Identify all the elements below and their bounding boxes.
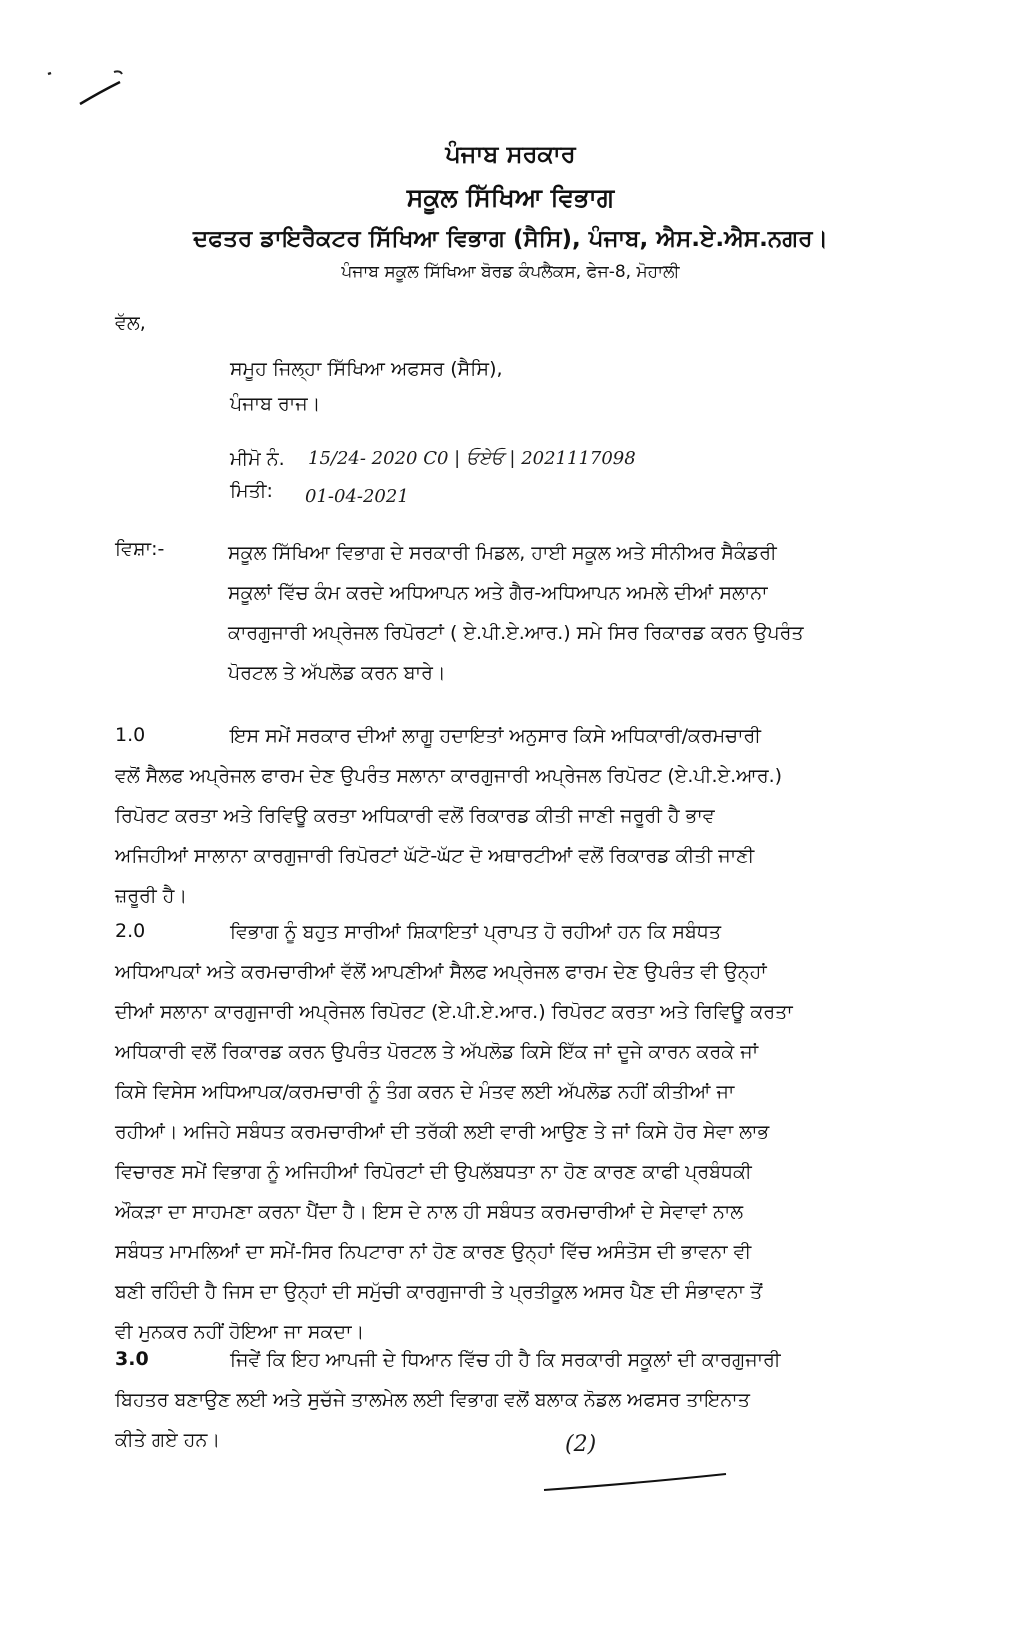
- subject-line: ਕਾਰਗੁਜਾਰੀ ਅਪ੍ਰੇਜਲ ਰਿਪੋਰਟਾਂ ( ਏ.ਪੀ.ਏ.ਆਰ.) ਸਮੇ ਸਿਰ ਰਿਕਾਰਡ ਕਰਨ ਉਪਰੰਤ: [228, 622, 804, 644]
- paragraph-number-1: 1.0: [115, 724, 146, 746]
- paragraph-line: ਅਜਿਹੀਆਂ ਸਾਲਾਨਾ ਕਾਰਗੁਜਾਰੀ ਰਿਪੋਰਟਾਂ ਘੱਟੋ-ਘੱਟ ਦੋ ਅਥਾਰਟੀਆਂ ਵਲੋਂ ਰਿਕਾਰਡ ਕੀਤੀ ਜਾਣੀ: [115, 845, 755, 867]
- paragraph-line: ਬਣੀ ਰਹਿੰਦੀ ਹੈ ਜਿਸ ਦਾ ਉਨ੍ਹਾਂ ਦੀ ਸਮੁੱਚੀ ਕਾਰਗੁਜਾਰੀ ਤੇ ਪ੍ਰਤੀਕੂਲ ਅਸਰ ਪੈਣ ਦੀ ਸੰਭਾਵਨਾ ਤੋਂ: [115, 1281, 763, 1303]
- recipient-line-1: ਸਮੂਹ ਜਿਲ੍ਹਾ ਸਿੱਖਿਆ ਅਫਸਰ (ਸੈਸਿ),: [230, 358, 503, 380]
- paragraph-line: ਜ਼ਰੂਰੀ ਹੈ।: [115, 885, 188, 907]
- memo-date: 01-04-2021: [305, 486, 409, 507]
- memo-number: 15/24- 2020 C0 | ਓਏਓ | 2021117098: [308, 448, 636, 469]
- office-address: ਪੰਜਾਬ ਸਕੂਲ ਸਿੱਖਿਆ ਬੋਰਡ ਕੰਪਲੈਕਸ, ਫੇਜ-8, ਮੋਹਾਲੀ: [341, 262, 680, 282]
- paragraph-line: ਵਿਭਾਗ ਨੂੰ ਬਹੁਤ ਸਾਰੀਆਂ ਸ਼ਿਕਾਇਤਾਂ ਪ੍ਰਾਪਤ ਹੋ ਰਹੀਆਂ ਹਨ ਕਿ ਸਬੰਧਤ: [230, 921, 721, 943]
- department-heading: ਸਕੂਲ ਸਿੱਖਿਆ ਵਿਭਾਗ: [406, 183, 615, 212]
- paragraph-line: ਕਿਸੇ ਵਿਸੇਸ ਅਧਿਆਪਕ/ਕਰਮਚਾਰੀ ਨੂੰ ਤੰਗ ਕਰਨ ਦੇ ਮੰਤਵ ਲਈ ਅੱਪਲੋਡ ਨਹੀਂ ਕੀਤੀਆਂ ਜਾ: [115, 1081, 735, 1103]
- paragraph-line: ਰਿਪੋਰਟ ਕਰਤਾ ਅਤੇ ਰਿਵਿਊ ਕਰਤਾ ਅਧਿਕਾਰੀ ਵਲੋਂ ਰਿਕਾਰਡ ਕੀਤੀ ਜਾਣੀ ਜਰੂਰੀ ਹੈ ਭਾਵ: [115, 805, 715, 827]
- date-label: ਮਿਤੀ:: [230, 480, 273, 502]
- paragraph-line: ਸਬੰਧਤ ਮਾਮਲਿਆਂ ਦਾ ਸਮੇਂ-ਸਿਰ ਨਿਪਟਾਰਾ ਨਾਂ ਹੋਣ ਕਾਰਣ ਉਨ੍ਹਾਂ ਵਿੱਚ ਅਸੰਤੋਸ ਦੀ ਭਾਵਨਾ ਵੀ: [115, 1241, 752, 1263]
- paragraph-2: [115, 912, 857, 1352]
- paragraph-line: ਵਲੋਂ ਸੈਲਫ ਅਪ੍ਰੇਜਲ ਫਾਰਮ ਦੇਣ ਉਪਰੰਤ ਸਲਾਨਾ ਕਾਰਗੁਜਾਰੀ ਅਪ੍ਰੇਜਲ ਰਿਪੋਰਟ (ਏ.ਪੀ.ਏ.ਆਰ.): [115, 765, 783, 787]
- paragraph-line: ਵਿਚਾਰਣ ਸਮੇਂ ਵਿਭਾਗ ਨੂੰ ਅਜਿਹੀਆਂ ਰਿਪੋਰਟਾਂ ਦੀ ਉਪਲੱਬਧਤਾ ਨਾ ਹੋਣ ਕਾਰਣ ਕਾਫੀ ਪ੍ਰਬੰਧਕੀ: [115, 1161, 752, 1183]
- paragraph-number-2: 2.0: [115, 920, 146, 942]
- paragraph-line: ਵੀ ਮੁਨਕਰ ਨਹੀਂ ਹੋਇਆ ਜਾ ਸਕਦਾ।: [115, 1321, 365, 1343]
- paragraph-line: ਅਧਿਕਾਰੀ ਵਲੋਂ ਰਿਕਾਰਡ ਕਰਨ ਉਪਰੰਤ ਪੋਰਟਲ ਤੇ ਅੱਪਲੋਡ ਕਿਸੇ ਇੱਕ ਜਾਂ ਦੂਜੇ ਕਾਰਨ ਕਰਕੇ ਜਾਂ: [115, 1041, 759, 1063]
- paragraph-line: ਦੀਆਂ ਸਲਾਨਾ ਕਾਰਗੁਜਾਰੀ ਅਪ੍ਰੇਜਲ ਰਿਪੋਰਟ (ਏ.ਪੀ.ਏ.ਆਰ.) ਰਿਪੋਰਟ ਕਰਤਾ ਅਤੇ ਰਿਵਿਊ ਕਰਤਾ: [115, 1001, 793, 1023]
- paragraph-line: ਕੀਤੇ ਗਏ ਹਨ।: [115, 1429, 221, 1451]
- memo-label: ਮੀਮੋ ਨੰ.: [230, 448, 285, 470]
- subject-text: [228, 533, 856, 693]
- paragraph-line: ਰਹੀਆਂ। ਅਜਿਹੇ ਸਬੰਧਤ ਕਰਮਚਾਰੀਆਂ ਦੀ ਤਰੱਕੀ ਲਈ ਵਾਰੀ ਆਉਣ ਤੇ ਜਾਂ ਕਿਸੇ ਹੋਰ ਸੇਵਾ ਲਾਭ: [115, 1121, 770, 1143]
- paragraph-line: ਅਧਿਆਪਕਾਂ ਅਤੇ ਕਰਮਚਾਰੀਆਂ ਵੱਲੋਂ ਆਪਣੀਆਂ ਸੈਲਫ ਅਪ੍ਰੇਜਲ ਫਾਰਮ ਦੇਣ ਉਪਰੰਤ ਵੀ ਉਨ੍ਹਾਂ: [115, 961, 767, 983]
- paragraph-line: ਜਿਵੇਂ ਕਿ ਇਹ ਆਪਜੀ ਦੇ ਧਿਆਨ ਵਿੱਚ ਹੀ ਹੈ ਕਿ ਸਰਕਾਰੀ ਸਕੂਲਾਂ ਦੀ ਕਾਰਗੁਜਾਰੀ: [230, 1349, 781, 1371]
- paragraph-1: [115, 716, 857, 916]
- recipient-line-2: ਪੰਜਾਬ ਰਾਜ।: [230, 393, 321, 415]
- paragraph-3: [115, 1340, 857, 1460]
- subject-label: ਵਿਸ਼ਾ:-: [115, 538, 165, 560]
- subject-line: ਸਕੂਲ ਸਿੱਖਿਆ ਵਿਭਾਗ ਦੇ ਸਰਕਾਰੀ ਮਿਡਲ, ਹਾਈ ਸਕੂਲ ਅਤੇ ਸੀਨੀਅਰ ਸੈਕੰਡਰੀ: [228, 542, 777, 564]
- subject-line: ਸਕੂਲਾਂ ਵਿੱਚ ਕੰਮ ਕਰਦੇ ਅਧਿਆਪਨ ਅਤੇ ਗੈਰ-ਅਧਿਆਪਨ ਅਮਲੇ ਦੀਆਂ ਸਲਾਨਾ: [228, 582, 768, 604]
- paragraph-number-3: 3.0: [115, 1348, 149, 1370]
- subject-line: ਪੋਰਟਲ ਤੇ ਅੱਪਲੋਡ ਕਰਨ ਬਾਰੇ।: [228, 662, 446, 684]
- to-label: ਵੱਲ,: [115, 312, 146, 334]
- page-number-mark: (2): [565, 1432, 597, 1457]
- office-heading: ਦਫਤਰ ਡਾਇਰੈਕਟਰ ਸਿੱਖਿਆ ਵਿਭਾਗ (ਸੈਸਿ), ਪੰਜਾਬ, ਐਸ.ਏ.ਐਸ.ਨਗਰ।: [193, 226, 828, 252]
- pen-mark: [40, 60, 130, 120]
- paragraph-line: ਇਸ ਸਮੇਂ ਸਰਕਾਰ ਦੀਆਂ ਲਾਗੂ ਹਦਾਇਤਾਂ ਅਨੁਸਾਰ ਕਿਸੇ ਅਧਿਕਾਰੀ/ਕਰਮਚਾਰੀ: [230, 725, 762, 747]
- signature-stroke: [540, 1460, 740, 1510]
- government-heading: ਪੰਜਾਬ ਸਰਕਾਰ: [445, 140, 576, 168]
- paragraph-line: ਬਿਹਤਰ ਬਣਾਉਣ ਲਈ ਅਤੇ ਸੁਚੱਜੇ ਤਾਲਮੇਲ ਲਈ ਵਿਭਾਗ ਵਲੋਂ ਬਲਾਕ ਨੋਡਲ ਅਫਸਰ ਤਾਇਨਾਤ: [115, 1389, 750, 1411]
- paragraph-line: ਔਕੜਾ ਦਾ ਸਾਹਮਣਾ ਕਰਨਾ ਪੈਂਦਾ ਹੈ। ਇਸ ਦੇ ਨਾਲ ਹੀ ਸਬੰਧਤ ਕਰਮਚਾਰੀਆਂ ਦੇ ਸੇਵਾਵਾਂ ਨਾਲ: [115, 1201, 744, 1223]
